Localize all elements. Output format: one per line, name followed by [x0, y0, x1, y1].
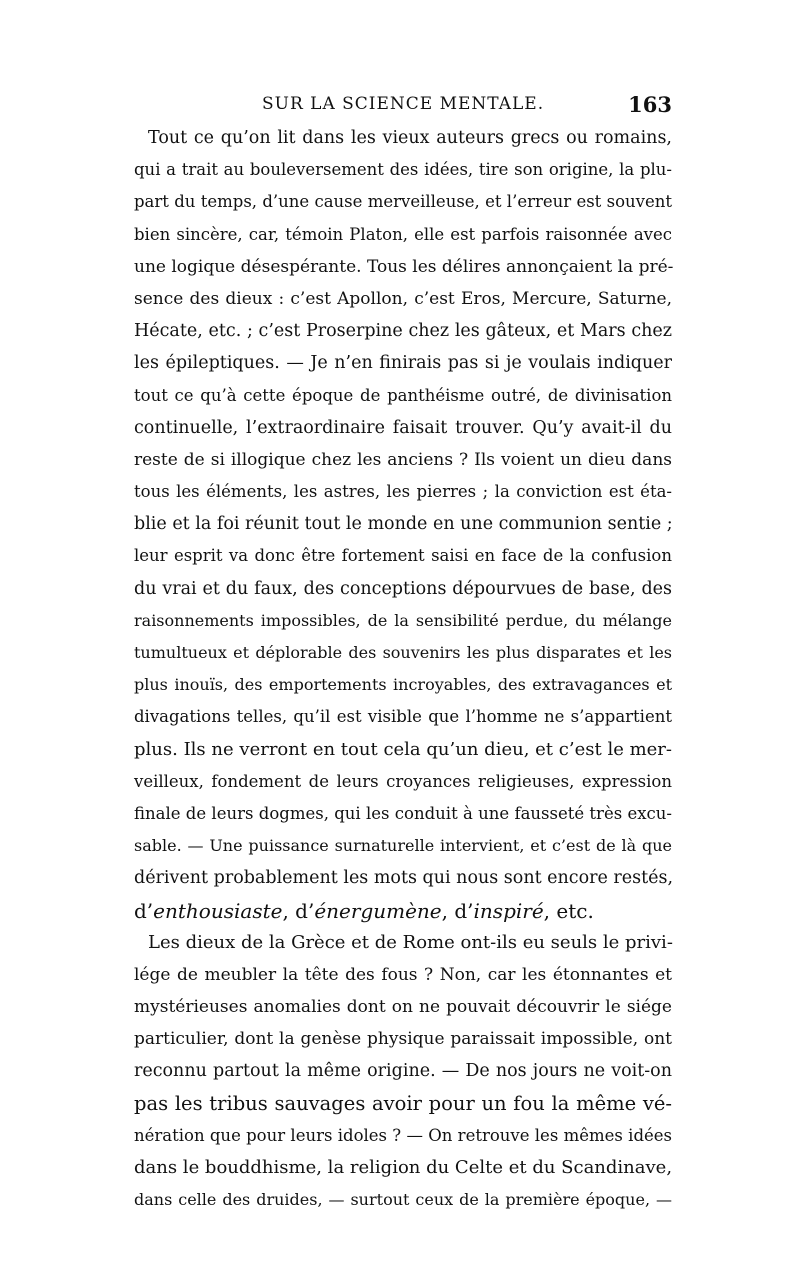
text-line: dérivent probablement les mots qui nous sont encore restés,: [134, 868, 674, 889]
text-line: Les dieux de la Grèce et de Rome ont-ils eu seuls le privi-: [148, 931, 673, 953]
text-line: dans le bouddhisme, la religion du Celte et du Scandinave,: [134, 1157, 673, 1178]
text-line: divagations telles, qu’il est visible que l’homme ne s’appartient: [134, 707, 672, 727]
text-line-italic-terms: [134, 895, 672, 927]
running-title: SUR LA SCIENCE MENTALE.: [262, 94, 545, 114]
text-line: leur esprit va donc être fortement saisi en face de la confusion: [134, 546, 672, 566]
italic-line-prefix-2: , d’: [282, 898, 315, 923]
text-line: bien sincère, car, témoin Platon, elle est parfois raisonnée avec: [134, 224, 672, 244]
running-head: [134, 92, 672, 122]
text-line: plus inouïs, des emportements incroyables, des extravagances et: [134, 675, 672, 695]
text-line: raisonnements impossibles, de la sensibilité perdue, du mélange: [134, 610, 672, 630]
text-line: qui a trait au bouleversement des idées, tire son origine, la plu-: [134, 160, 672, 180]
text-line: mystérieuses anomalies dont on ne pouvait découvrir le siége: [134, 997, 672, 1018]
italic-line-prefix-3: , d’: [441, 898, 474, 923]
text-line: tous les éléments, les astres, les pierres ; la conviction est éta-: [134, 482, 672, 502]
text-line: reste de si illogique chez les anciens ? Ils voient un dieu dans: [134, 449, 672, 470]
term-inspire: inspiré: [473, 898, 544, 923]
italic-line-suffix: , etc.: [543, 898, 594, 923]
text-line: continuelle, l’extraordinaire faisait trouver. Qu’y avait-il du: [134, 417, 672, 438]
text-line: tout ce qu’à cette époque de panthéisme outré, de divinisation: [134, 385, 672, 405]
text-line: blie et la foi réunit tout le monde en une communion sentie ;: [134, 514, 673, 535]
text-line: une logique désespérante. Tous les délires annonçaient la pré-: [134, 256, 674, 277]
text-line: nération que pour leurs idoles ? — On retrouve les mêmes idées: [134, 1125, 672, 1145]
italic-line-prefix-1: d’: [134, 898, 154, 923]
term-enthousiaste: enthousiaste: [153, 898, 283, 923]
page-number: 163: [628, 92, 672, 117]
text-line: finale de leurs dogmes, qui les conduit à une fausseté très excu-: [134, 803, 672, 823]
text-line: Hécate, etc. ; c’est Proserpine chez les gâteux, et Mars chez: [134, 321, 672, 342]
term-energumene: énergumène: [314, 898, 442, 923]
text-line: lége de meubler la tête des fous ? Non, car les étonnantes et: [134, 964, 672, 985]
text-line: du vrai et du faux, des conceptions dépourvues de base, des: [134, 578, 672, 599]
text-line: tumultueux et déplorable des souvenirs les plus disparates et les: [134, 643, 672, 662]
text-line: Tout ce qu’on lit dans les vieux auteurs grecs ou romains,: [148, 128, 672, 148]
text-line: reconnu partout la même origine. — De nos jours ne voit-on: [134, 1061, 672, 1082]
text-line: pas les tribus sauvages avoir pour un fou la même vé-: [134, 1091, 672, 1115]
text-line: plus. Ils ne verront en tout cela qu’un dieu, et c’est le mer-: [134, 738, 672, 760]
text-line: veilleux, fondement de leurs croyances religieuses, expression: [134, 771, 672, 791]
text-line: sable. — Une puissance surnaturelle intervient, et c’est de là que: [134, 836, 672, 856]
text-line: sence des dieux : c’est Apollon, c’est Eros, Mercure, Saturne,: [134, 288, 672, 309]
body-text: [134, 122, 672, 1216]
text-line: part du temps, d’une cause merveilleuse, et l’erreur est souvent: [134, 192, 672, 212]
text-line: dans celle des druides, — surtout ceux de la première époque, —: [134, 1190, 672, 1210]
text-line: particulier, dont la genèse physique paraissait impossible, ont: [134, 1029, 672, 1050]
text-line: les épileptiques. — Je n’en finirais pas si je voulais indiquer: [134, 353, 672, 374]
